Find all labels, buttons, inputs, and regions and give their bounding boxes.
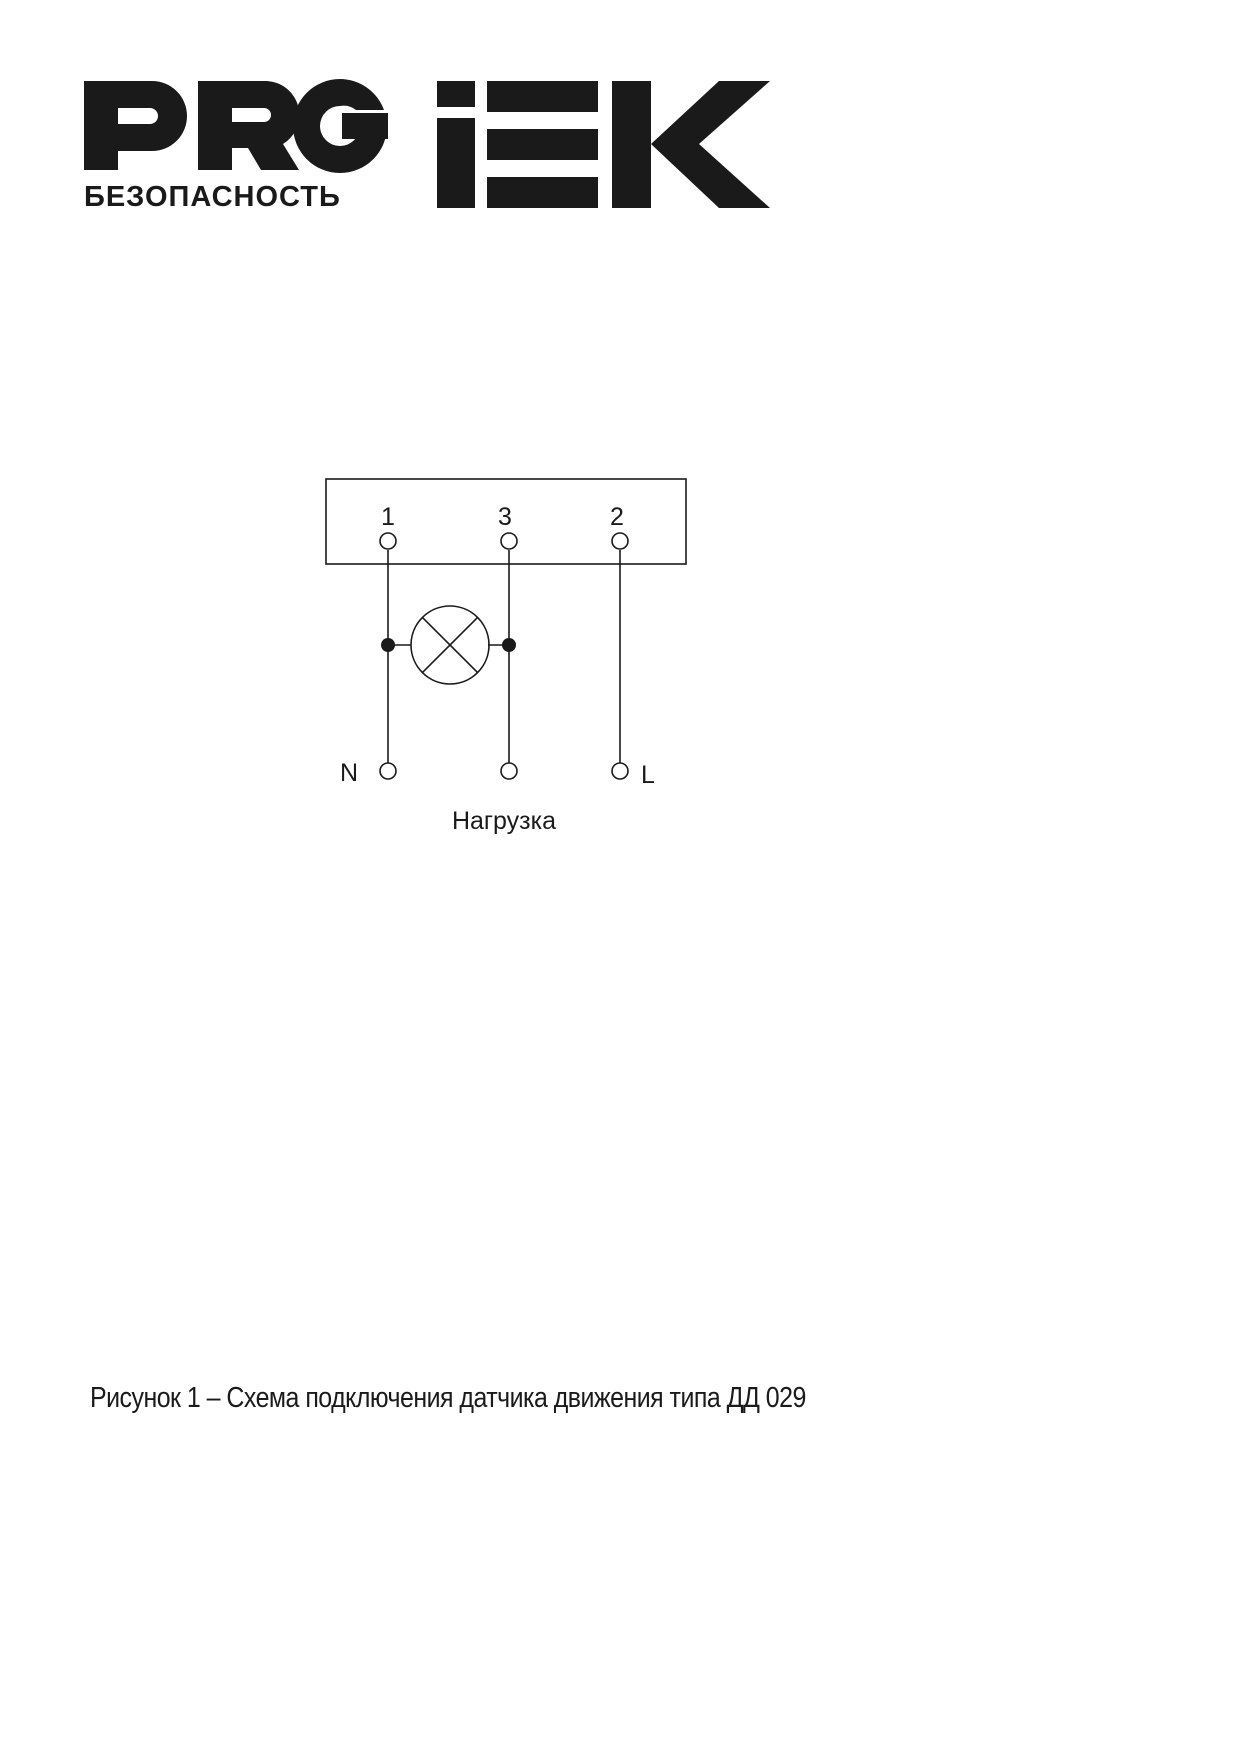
logo-subtitle: БЕЗОПАСНОСТЬ bbox=[84, 181, 341, 213]
line-label: L bbox=[641, 761, 655, 789]
neutral-label: N bbox=[339, 759, 359, 787]
terminal-3-contact bbox=[501, 533, 517, 549]
terminal-label-2: 2 bbox=[610, 503, 624, 531]
terminal-2-contact bbox=[612, 533, 628, 549]
terminal-l-contact bbox=[612, 763, 628, 779]
figure-caption: Рисунок 1 – Схема подключения датчика движения типа ДД 029 bbox=[90, 1382, 806, 1414]
terminal-label-1: 1 bbox=[381, 503, 395, 531]
terminal-label-3: 3 bbox=[498, 503, 512, 531]
terminal-load-contact bbox=[501, 763, 517, 779]
terminal-1-contact bbox=[380, 533, 396, 549]
terminal-n-contact bbox=[380, 763, 396, 779]
load-label: Нагрузка bbox=[451, 807, 557, 835]
junction-dot-right bbox=[502, 638, 516, 652]
junction-dot-left bbox=[381, 638, 395, 652]
